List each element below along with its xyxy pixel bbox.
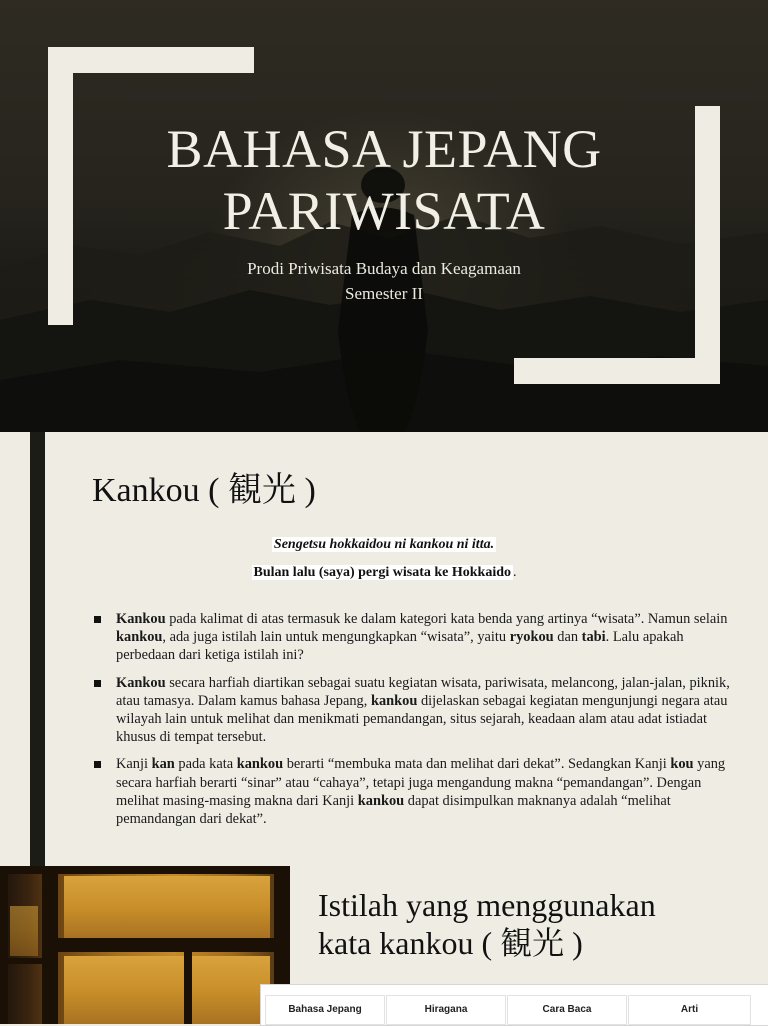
list-item — [92, 674, 734, 747]
bullet-text: Kanji — [116, 756, 152, 773]
bullet-square-icon — [94, 616, 101, 623]
bold-term: kan — [151, 756, 175, 773]
bullet-list — [92, 610, 734, 837]
table-header-bahasa-jepang: Bahasa Jepang — [265, 995, 385, 1025]
list-item — [92, 755, 734, 828]
bullet-text: dan — [553, 629, 582, 646]
terms-table — [260, 984, 768, 1026]
shoji-door-image — [0, 866, 290, 1024]
bullet-square-icon — [94, 761, 101, 768]
bold-term: tabi — [581, 629, 606, 646]
title-slide — [0, 0, 768, 432]
accent-bar — [30, 432, 45, 866]
subtitle-line1: Prodi Priwisata Budaya dan Keagamaan — [247, 259, 521, 278]
kankou-slide — [0, 432, 768, 866]
bold-term: kou — [670, 756, 694, 773]
kankou-title: Kankou ( 観光 ) — [92, 472, 316, 509]
bullet-text: . Lalu apakah perbedaan dari ketiga istilah ini? — [116, 629, 684, 664]
bullet-text: dijelaskan sebagai kegiatan mengunjungi negara atau wilayah lain untuk melihat dan menikmati pemandangan, situs sejarah, keadaan alam atau adat istiadat khusus di tempat tersebut. — [116, 692, 728, 746]
example-translation-end: . — [513, 565, 517, 580]
bullet-text: yang secara harfiah berarti “sinar” atau “cahaya”, tetapi juga mengandung makna “pemandangan”. Dengan melihat masing-masing makna dari Kanji — [116, 756, 726, 809]
bullet-text: dapat disimpulkan maknanya adalah “melihat pemandangan dari dekat”. — [116, 792, 671, 828]
bold-term: kankou — [370, 692, 418, 709]
list-item — [92, 610, 734, 665]
terms-title — [318, 886, 656, 962]
bullet-text: pada kata — [174, 756, 237, 773]
table-header-hiragana: Hiragana — [386, 995, 506, 1025]
terms-title-line1: Istilah yang menggunakan — [318, 887, 656, 923]
example-sentence — [0, 537, 768, 553]
example-japanese: Sengetsu hokkaidou ni kankou ni itta. — [273, 537, 495, 552]
bold-term: ryokou — [509, 629, 554, 646]
bullet-text: secara harfiah diartikan sebagai suatu kegiatan wisata, pariwisata, melancong, jalan-jalan, piknik, atau tamasya. Dalam kamus bahasa Jepang, — [116, 674, 730, 709]
slide-title-line2: PARIWISATA — [222, 181, 546, 241]
table-header-arti: Arti — [628, 995, 751, 1025]
bold-term: kankou — [236, 756, 284, 773]
bullet-square-icon — [94, 680, 101, 687]
terms-slide — [0, 866, 768, 1024]
slide-title-line1: BAHASA JEPANG — [166, 119, 602, 179]
bold-term: kankou — [357, 792, 405, 809]
subtitle-line2: Semester II — [345, 284, 423, 303]
slide-title — [0, 118, 768, 242]
slide-subtitle — [0, 256, 768, 306]
example-translation — [0, 565, 768, 581]
bold-term: Kankou — [116, 611, 166, 627]
bullet-text: , ada juga istilah lain untuk mengungkapkan “wisata”, yaitu — [162, 629, 510, 646]
table-header-cara-baca: Cara Baca — [507, 995, 627, 1025]
bullet-text: pada kalimat di atas termasuk ke dalam kategori kata benda yang artinya “wisata”. Namun selain — [165, 611, 728, 627]
bold-term: kankou — [116, 629, 163, 646]
bold-term: Kankou — [116, 674, 166, 691]
frame-corner-top-left — [48, 47, 254, 73]
bullet-text: berarti “membuka mata dan melihat dari dekat”. Sedangkan Kanji — [283, 756, 671, 773]
example-translation-main: Bulan lalu (saya) pergi wisata ke Hokkaido — [253, 565, 511, 580]
terms-title-line2: kata kankou ( 観光 ) — [318, 925, 583, 961]
frame-corner-bottom-right — [514, 358, 720, 384]
